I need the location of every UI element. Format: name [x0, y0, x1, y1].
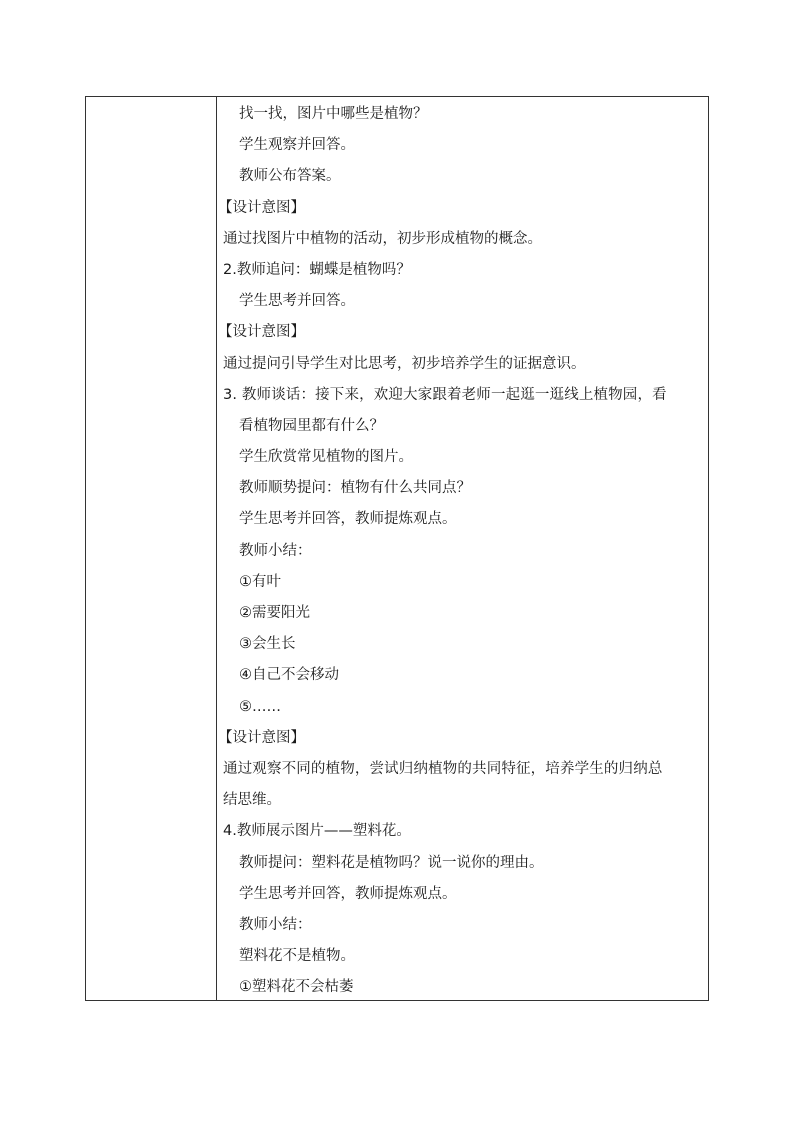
text-line: 通过找图片中植物的活动，初步形成植物的概念。 — [223, 230, 542, 247]
text-line: 学生欣赏常见植物的图片。 — [239, 449, 413, 466]
text-line: 塑料花不是植物。 — [239, 948, 355, 965]
text-line: 教师顺势提问：植物有什么共同点？ — [239, 480, 471, 497]
text-line: 教师提问：塑料花是植物吗？说一说你的理由。 — [239, 854, 544, 871]
list-item: ①有叶 — [239, 573, 281, 590]
list-item: ②需要阳光 — [239, 605, 310, 621]
text-line: 通过提问引导学生对比思考，初步培养学生的证据意识。 — [223, 355, 586, 372]
section-heading: 【设计意图】 — [218, 324, 305, 341]
text-line: 学生思考并回答。 — [239, 293, 355, 310]
text-line: 教师小结： — [239, 916, 312, 933]
numbered-step: 4.教师展示图片——塑料花。 — [223, 823, 411, 840]
text-line: 学生思考并回答，教师提炼观点。 — [239, 511, 457, 528]
numbered-step: 2.教师追问：蝴蝶是植物吗？ — [223, 261, 411, 278]
list-item: ③会生长 — [239, 636, 296, 653]
text-line: 通过观察不同的植物，尝试归纳植物的共同特征，培养学生的归纳总 — [223, 760, 663, 777]
text-line: 教师公布答案。 — [239, 168, 341, 185]
table-content-cell — [217, 97, 708, 1000]
text-line: 学生观察并回答。 — [239, 137, 355, 154]
text-line: 看植物园里都有什么？ — [239, 417, 384, 434]
text-line: 学生思考并回答，教师提炼观点。 — [239, 885, 457, 902]
list-item: ①塑料花不会枯萎 — [239, 979, 354, 996]
lesson-plan-table — [85, 96, 709, 1001]
text-line: 找一找，图片中哪些是植物？ — [239, 106, 428, 122]
list-item: ④自己不会移动 — [239, 667, 339, 684]
numbered-step: 3. 教师谈话：接下来，欢迎大家跟着老师一起逛一逛线上植物园，看 — [223, 386, 667, 403]
list-item: ⑤…… — [239, 698, 281, 715]
section-heading: 【设计意图】 — [218, 729, 305, 746]
text-line: 结思维。 — [223, 792, 281, 809]
table-left-cell — [86, 97, 217, 1000]
text-line: 教师小结： — [239, 542, 312, 559]
section-heading: 【设计意图】 — [218, 199, 305, 216]
